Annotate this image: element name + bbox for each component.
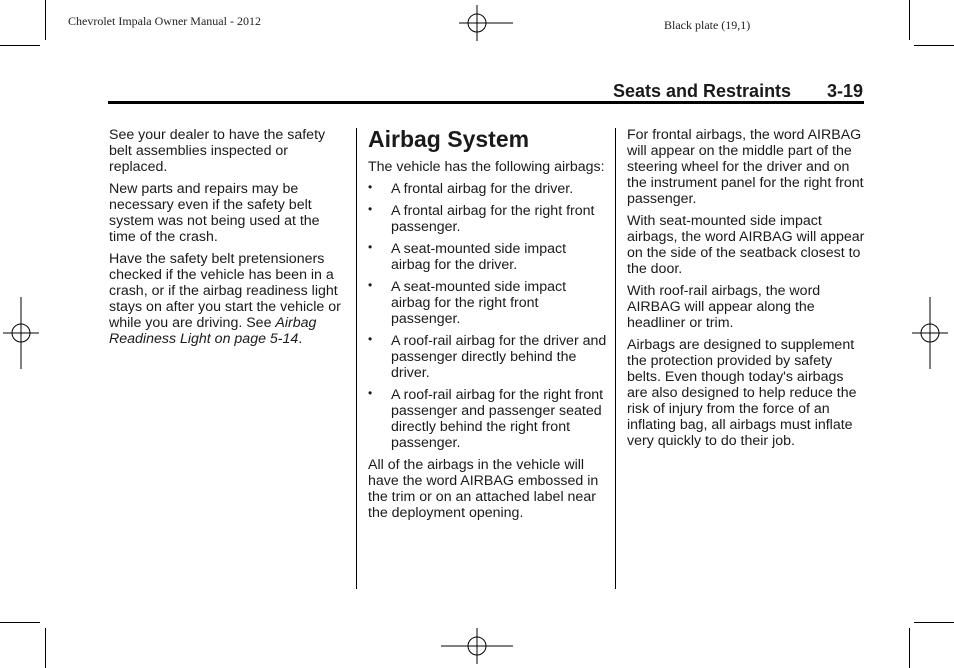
list-item xyxy=(368,181,608,197)
bullet-icon: • xyxy=(368,180,373,194)
list-item xyxy=(368,333,608,381)
intro-paragraph: The vehicle has the following airbags: xyxy=(368,159,605,175)
manual-title: Chevrolet Impala Owner Manual - 2012 xyxy=(68,14,261,28)
registration-mark-left xyxy=(3,297,39,369)
column-divider-right xyxy=(615,128,616,589)
plate-label: Black plate (19,1) xyxy=(664,18,751,32)
left-column xyxy=(109,127,349,353)
list-item-text: A frontal airbag for the right front passenger. xyxy=(391,203,595,235)
crop-mark-br-h xyxy=(914,622,954,623)
paragraph-text: Have the safety belt pretensioners checked if the vehicle has been in a crash, or if the airbag readiness light stays on after you start the vehicle or while you are driving. See xyxy=(109,251,341,331)
paragraph xyxy=(109,251,349,347)
crop-mark-bl-v xyxy=(45,628,46,668)
paragraph: Airbags are designed to supplement the protection provided by safety belts. Even though today's airbags are also designed to help reduce the risk of injury from the force of an inflating bag, all airbags must inflate very quickly to do their job. xyxy=(627,337,857,449)
paragraph: With roof-rail airbags, the word AIRBAG will appear along the headliner or trim. xyxy=(627,283,821,331)
registration-mark-top xyxy=(459,5,513,41)
registration-mark-right xyxy=(912,297,948,369)
crop-mark-bl-h xyxy=(0,622,40,623)
paragraph: With seat-mounted side impact airbags, the word AIRBAG will appear on the side of the seatback closest to the door. xyxy=(627,213,865,277)
right-column xyxy=(627,127,867,455)
paragraph-end: . xyxy=(298,331,303,347)
registration-mark-bottom xyxy=(441,628,513,664)
list-item-text: A frontal airbag for the driver. xyxy=(391,181,574,197)
list-item xyxy=(368,203,608,235)
bullet-icon: • xyxy=(368,386,373,400)
crop-mark-br-v xyxy=(909,628,910,668)
list-item-text: A roof-rail airbag for the driver and passenger directly behind the driver. xyxy=(391,333,607,381)
list-item xyxy=(368,241,608,273)
section-title: Seats and Restraints xyxy=(613,81,792,101)
crop-mark-tr-h xyxy=(914,45,954,46)
bullet-icon: • xyxy=(368,278,373,292)
crop-mark-tr-v xyxy=(909,0,910,40)
section-heading: Airbag System xyxy=(368,126,530,152)
middle-column xyxy=(368,126,608,527)
crop-mark-tl-v xyxy=(45,0,46,40)
paragraph: New parts and repairs may be necessary even if the safety belt system was not being used at the time of the crash. xyxy=(109,181,320,245)
airbag-list xyxy=(368,181,608,451)
bullet-icon: • xyxy=(368,332,373,346)
bullet-icon: • xyxy=(368,240,373,254)
page-number: 3-19 xyxy=(827,81,864,101)
list-item-text: A seat-mounted side impact airbag for the right front passenger. xyxy=(391,279,567,327)
list-item xyxy=(368,279,608,327)
list-item xyxy=(368,387,608,451)
list-item-text: A seat-mounted side impact airbag for the driver. xyxy=(391,241,567,273)
closing-paragraph: All of the airbags in the vehicle will have the word AIRBAG embossed in the trim or on an attached label near the deployment opening. xyxy=(368,457,599,521)
bullet-icon: • xyxy=(368,202,373,216)
list-item-text: A roof-rail airbag for the right front passenger and passenger seated directly behind the right front passenger. xyxy=(391,387,604,451)
cross-reference-link[interactable]: Airbag Readiness Light on page 5-14 xyxy=(109,315,317,347)
crop-mark-tl-h xyxy=(0,45,40,46)
header-rule xyxy=(108,101,864,104)
column-divider-left xyxy=(356,128,357,589)
paragraph: For frontal airbags, the word AIRBAG will appear on the middle part of the steering wheel for the driver and on the instrument panel for the right front passenger. xyxy=(627,127,864,207)
paragraph: See your dealer to have the safety belt assemblies inspected or replaced. xyxy=(109,127,326,175)
